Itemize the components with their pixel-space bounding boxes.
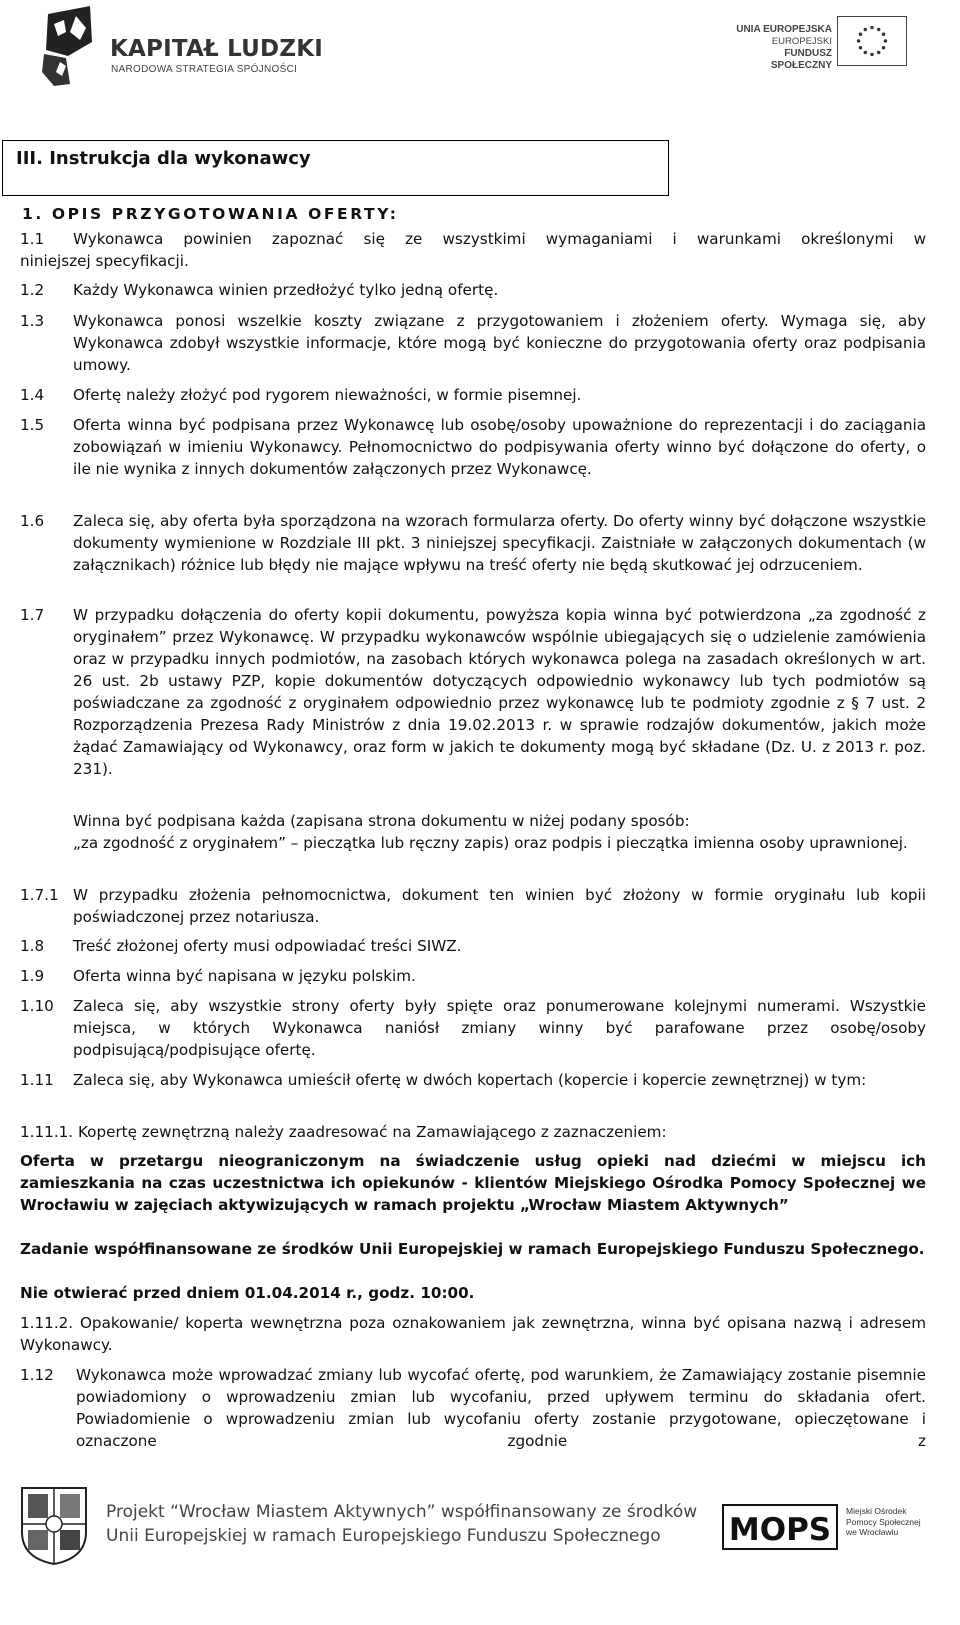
footer-line2: Unii Europejskiej w ramach Europejskiego Funduszu Społecznego <box>106 1526 661 1546</box>
item-1-4-text: Ofertę należy złożyć pod rygorem nieważności, w formie pisemnej. <box>73 386 582 404</box>
item-1-11-2-text: 1.11.2. Opakowanie/ koperta wewnętrzna poza oznakowaniem jak zewnętrzna, winna być opisana nazwą i adresem Wykonawcy. <box>20 1314 926 1354</box>
item-number: 1.6 <box>20 512 45 530</box>
item-1-7-sub-line1: Winna być podpisana każda (zapisana strona dokumentu w niżej podany sposób: <box>73 812 690 830</box>
mops-name-text <box>846 1506 921 1538</box>
item-number: 1.8 <box>20 937 45 955</box>
page-header <box>0 0 960 110</box>
item-number: 1.4 <box>20 386 45 404</box>
mops-line2: Pomocy Społecznej <box>846 1516 921 1527</box>
item-1-1-line2: niniejszej specyfikacji. <box>20 252 189 270</box>
kapital-ludzki-title: KAPITAŁ LUDZKI <box>110 36 323 62</box>
mops-logo-text: MOPS <box>728 1512 832 1548</box>
item-1-7-text: W przypadku dołączenia do oferty kopii dokumentu, powyższa kopia winna być potwierdzona „za zgodność z oryginałem” przez Wykonawcę. W przypadku wykonawców wspólnie ubiegających się o udzielenie zamówienia oraz w przypadku innych podmiotów, na zasobach których wykonawca polega na zasadach określonych w art. 26 ust. 2b ustawy PZP, kopie dokumentów dotyczących odpowiednio wykonawcy lub tych podmiotów są poświadczane za zgodność z oryginałem odpowiednio przez wykonawcę lub te podmioty zgodnie z § 7 ust. 2 Rozporządzenia Prezesa Rady Ministrów z dnia 19.02.2013 r. w sprawie rodzajów dokumentów, jakich może żądać Zamawiający od Wykonawcy, oraz form w jakich te dokumenty mogą być składane (Dz. U. z 2013 r. poz. 231). <box>73 606 926 778</box>
cofinancing-note: Zadanie współfinansowane ze środków Unii Europejskiej w ramach Europejskiego Funduszu Społecznego. <box>20 1240 925 1258</box>
page-footer <box>0 1482 960 1625</box>
item-1-11-text: Zaleca się, aby Wykonawca umieścił ofertę w dwóch kopertach (kopercie i kopercie zewnętrznej) w tym: <box>73 1071 867 1089</box>
item-1-1-line1: Wykonawca powinien zapoznać się ze wszystkimi wymaganiami i warunkami określonymi w <box>73 230 926 248</box>
item-number: 1.7 <box>20 606 45 624</box>
item-number: 1.5 <box>20 416 45 434</box>
item-1-3-text: Wykonawca ponosi wszelkie koszty związane z przygotowaniem i złożeniem oferty. Wymaga się, aby Wykonawca zdobył wszystkie informacje, które mogą być konieczne do przygotowania oferty oraz podpisania umowy. <box>73 312 926 374</box>
item-number: 1.12 <box>20 1366 54 1384</box>
opening-date-note: Nie otwierać przed dniem 01.04.2014 r., godz. 10:00. <box>20 1284 475 1302</box>
item-1-7-1-text: W przypadku złożenia pełnomocnictwa, dokument ten winien być złożony w formie oryginału lub kopii poświadczonej przez notariusza. <box>73 886 926 926</box>
item-number: 1.3 <box>20 312 45 330</box>
section-heading: 1. OPIS PRZYGOTOWANIA OFERTY: <box>22 205 399 223</box>
eu-logo-line3: FUNDUSZ SPOŁECZNY <box>770 48 832 71</box>
kapital-ludzki-mark-icon <box>40 6 108 86</box>
eu-logo <box>730 16 940 76</box>
item-1-7-sub-rest: „za zgodność z oryginałem” – pieczątka lub ręczny zapis) oraz podpis i pieczątka imienna osoby uprawnionej. <box>73 834 908 852</box>
item-1-2-text: Każdy Wykonawca winien przedłożyć tylko jedną ofertę. <box>73 281 499 299</box>
eu-logo-text <box>730 24 832 72</box>
section-title: III. Instrukcja dla wykonawcy <box>16 148 311 169</box>
mops-line3: we Wrocławiu <box>846 1527 899 1537</box>
item-number: 1.1 <box>20 230 45 248</box>
eu-logo-line2: EUROPEJSKI <box>771 36 832 47</box>
item-1-11-1-text: 1.11.1. Kopertę zewnętrzną należy zaadresować na Zamawiającego z zaznaczeniem: <box>20 1123 667 1141</box>
item-number: 1.9 <box>20 967 45 985</box>
item-1-8-text: Treść złożonej oferty musi odpowiadać treści SIWZ. <box>73 937 462 955</box>
item-1-10-text: Zaleca się, aby wszystkie strony oferty były spięte oraz ponumerowane kolejnymi numerami. Wszystkie miejsca, w których Wykonawca naniósł zmiany winny być parafowane przez osobę/osoby podpisującą/podpisujące ofertę. <box>73 997 926 1059</box>
footer-project-text <box>106 1500 697 1548</box>
mops-logo-icon <box>722 1504 838 1550</box>
kapital-ludzki-subtitle: NARODOWA STRATEGIA SPÓJNOŚCI <box>111 64 298 75</box>
item-number: 1.10 <box>20 997 54 1015</box>
wroclaw-crest-icon <box>20 1486 88 1566</box>
eu-logo-line1: UNIA EUROPEJSKA <box>736 24 832 35</box>
item-1-12-text: Wykonawca może wprowadzać zmiany lub wycofać ofertę, pod warunkiem, że Zamawiający zostanie pisemnie powiadomiony o wprowadzeniu zmian lub wycofaniu, przed upływem terminu do składania ofert. Powiadomienie o wprowadzeniu zmian lub wycofaniu oferty zostanie przygotowane, opieczętowane i oznaczone zgodnie z <box>76 1366 926 1450</box>
item-number: 1.7.1 <box>20 886 59 904</box>
envelope-label-text: Oferta w przetargu nieograniczonym na świadczenie usług opieki nad dziećmi w miejscu ich zamieszkania na czas uczestnictwa ich opiekunów - klientów Miejskiego Ośrodka Pomocy Społecznej we Wrocławiu w zajęciach aktywizujących w ramach projektu „Wrocław Miastem Aktywnych” <box>20 1152 926 1214</box>
item-1-9-text: Oferta winna być napisana w języku polskim. <box>73 967 416 985</box>
footer-line1: Projekt “Wrocław Miastem Aktywnych” współfinansowany ze środków <box>106 1502 698 1522</box>
item-1-6-text: Zaleca się, aby oferta była sporządzona na wzorach formularza oferty. Do oferty winny być dołączone wszystkie dokumenty wymienione w Rozdziale III pkt. 3 niniejszej specyfikacji. Zaistniałe w załączonych dokumentach (w załącznikach) różnice lub błędy nie mające wpływu na treść oferty nie będą skutkować jej odrzuceniem. <box>73 512 926 574</box>
mops-line1: Miejski Ośrodek <box>846 1506 907 1516</box>
item-number: 1.11 <box>20 1071 54 1089</box>
item-1-5-text: Oferta winna być podpisana przez Wykonawcę lub osobę/osoby upoważnione do reprezentacji i do zaciągania zobowiązań w imieniu Wykonawcy. Pełnomocnictwo do podpisywania oferty winno być dołączone do oferty, o ile nie wynika z innych dokumentów załączonych przez Wykonawcę. <box>73 416 926 478</box>
kapital-ludzki-logo <box>40 6 323 86</box>
eu-flag-icon <box>837 16 907 66</box>
item-number: 1.2 <box>20 281 45 299</box>
